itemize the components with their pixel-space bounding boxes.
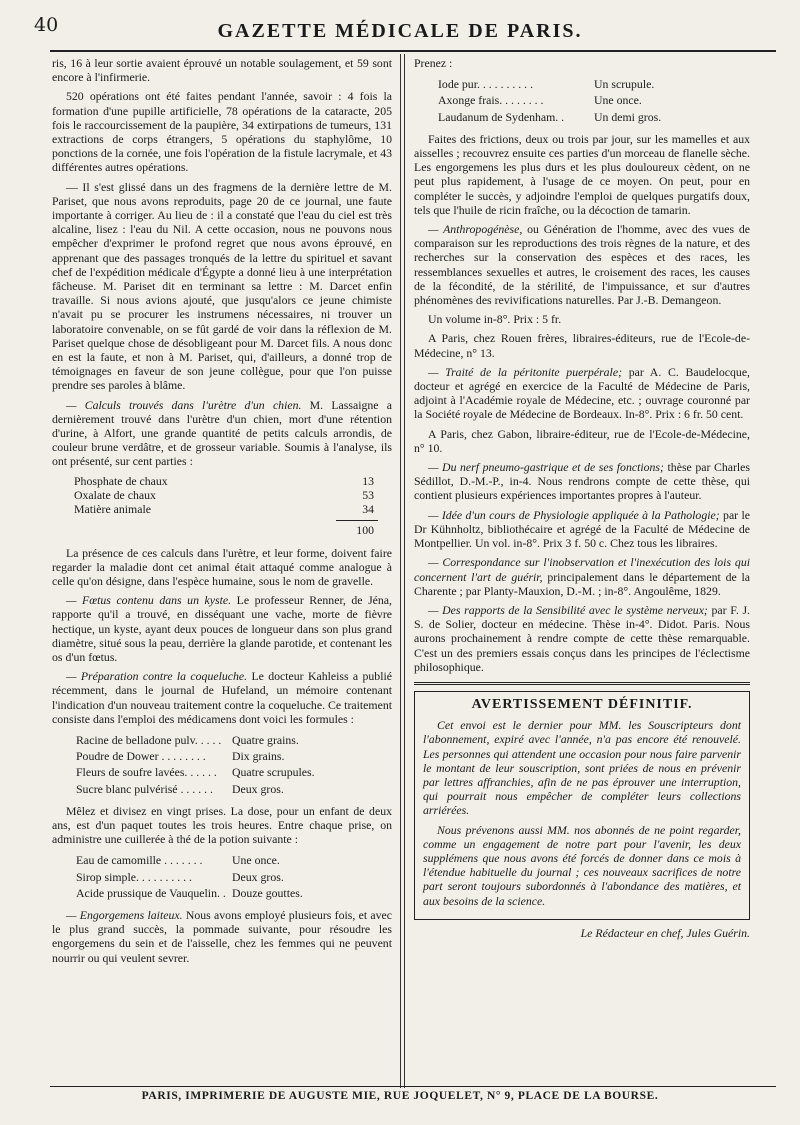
notice-paragraph: Nous prévenons aussi MM. nos abonnés de ne point regarder, comme un engagement de notre part pour l'avenir, les deux supplémens que nous avons été forcés de donner dans ce mois à l'étendue habituelle du journal ; ces nouveaux sacrifices de notre part seront toujours subordonnés à l'abondance des matières, et aux besoins de la science. bbox=[423, 822, 741, 908]
book-title: — Idée d'un cours de Physiologie appliquée à la Pathologie; bbox=[428, 507, 720, 522]
book-title: — Du nerf pneumo-gastrique et de ses fonctions; bbox=[428, 460, 664, 475]
analysis-table bbox=[52, 474, 392, 517]
book-notice bbox=[414, 555, 750, 598]
paragraph: — Il s'est glissé dans un des fragmens de la dernière lettre de M. Pariset, que nous avons reproduits, page 20 de ce journal, une faute importante à corriger. Au lieu de : il a constaté que l'eau du ciel est très alcaline, lisez : l'eau du Nil. A cette occasion, nous ne pouvons nous empêcher d'exprimer le profond regret que nous avons éprouvé, en apprenant que des passages tronqués de la lettre du spirituel et savant chef de l'expédition médicale d'Égypte a donné lieu à une interprétation fâcheuse. M. Pariset dit en terminant sa lettre : M. Darcet enfin travaille. Si nous avions ajouté, que jusqu'alors ce jeune chimiste n'avait pu se procurer les instrumens nécessaires, ni trouver un laboratoire convenable, on se fût gardé de voir dans la réflexion de M. Pariset quelque chose de désobligeant pour M. Darcet fils. A nous donc en est la faute, et non à M. Pariset, qui, d'ailleurs, a donné trop de témoignages en faveur de son jeune collègue, pour que l'on puisse prendre ses paroles à blâme. bbox=[52, 179, 392, 393]
ingredient: Fleurs de soufre lavées. . . . . . bbox=[76, 765, 217, 780]
paragraph: Un volume in-8°. Prix : 5 fr. bbox=[428, 312, 562, 327]
column-divider-2 bbox=[404, 54, 405, 1088]
table-row bbox=[416, 110, 665, 124]
article-body: M. Lassaigne a dernièrement trouvé dans l'urètre d'un chien, mort d'une rétention d'urine, à Alfort, une grande quantité de petits calculs arrondis, de couleur brune verdâtre, et de grosseur variable. Soumis à l'analyse, ils ont présenté, sur cent parties : bbox=[52, 397, 392, 469]
table-cell: Matière animale bbox=[74, 502, 151, 517]
paragraph-coqueluche bbox=[52, 669, 392, 726]
dose: Un demi gros. bbox=[594, 109, 662, 124]
paragraph: 520 opérations ont été faites pendant l'année, savoir : 4 fois la formation d'une pupille artificielle, 78 opérations de la cataracte, 205 fois le raccourcissement de la paupière, 34 extirpations de tumeurs, 131 extractions de corps étrangers, 5 opérations du staphylôme, 10 ponctions de la cornée, une fois l'opération de la fistule lacrymale, et 43 différentes autres opérations. bbox=[52, 89, 392, 175]
ingredient: Sucre blanc pulvérisé . . . . . . bbox=[76, 781, 213, 796]
table-row bbox=[416, 93, 665, 107]
book-notice bbox=[414, 508, 750, 551]
ingredient: Racine de belladone pulv. . . . . bbox=[76, 732, 222, 747]
table-row bbox=[54, 749, 319, 763]
table-row bbox=[54, 886, 307, 900]
book-desc: ou Génération de l'homme, avec des vues de comparaison sur les reproductions des trois règnes de la nature, et des recherches sur la conservation des espèces et des races, les ressemblances sexuelles et autres, le croisement des races, les causes de la fécondité, de la stérilité, de l'impuissance, et sur d'autres phénomènes des revivifications naturelles. Par J.-B. Demangeon. bbox=[414, 222, 750, 308]
article-title: — Engorgemens laiteux. bbox=[66, 907, 183, 922]
dose: Quatre grains. bbox=[232, 732, 299, 747]
paragraph: A Paris, chez Rouen frères, libraires-éditeurs, rue de l'Ecole-de-Médecine, n° 13. bbox=[414, 331, 750, 360]
dose: Deux gros. bbox=[232, 781, 284, 796]
ingredient: Laudanum de Sydenham. . bbox=[438, 109, 565, 124]
dose: Une once. bbox=[594, 93, 642, 108]
paragraph-engorgemens bbox=[52, 908, 392, 965]
article-title: — Calculs trouvés dans l'urètre d'un chien. bbox=[66, 397, 302, 412]
paragraph: ris, 16 à leur sortie avaient éprouvé un notable soulagement, et 59 sont encore à l'infirmerie. bbox=[52, 56, 392, 85]
left-column bbox=[52, 56, 392, 1076]
book-desc: thèse par Charles Sédillot, D.-M.-P., in-4. Nous rendrons compte de cette thèse, qui contient plusieurs expériences importantes propres à l'auteur. bbox=[414, 460, 750, 503]
masthead: GAZETTE MÉDICALE DE PARIS. bbox=[217, 20, 583, 42]
book-title: — Anthropogénèse, bbox=[428, 222, 523, 237]
header-rule bbox=[50, 50, 776, 52]
paragraph-foetus bbox=[52, 593, 392, 664]
dose: Douze gouttes. bbox=[232, 885, 303, 900]
ingredient: Poudre de Dower . . . . . . . . bbox=[76, 749, 206, 764]
table-row bbox=[54, 765, 319, 779]
paragraph-calculs bbox=[52, 398, 392, 469]
table-row bbox=[52, 474, 392, 488]
paragraph: La présence de ces calculs dans l'urètre, et leur forme, doivent faire regarder la maladie dont cet animal était attaqué comme analogue à celle qu'on désigne, dans l'espèce humaine, sous le nom de gravelle. bbox=[52, 545, 392, 588]
article-body: Le docteur Kahleiss a publié récemment, dans le journal de Hufeland, un mémoire contenant l'indication d'un nouveau traitement contre la coqueluche. Ce traitement consiste dans l'emploi des médicamens dont voici les formules : bbox=[52, 669, 392, 726]
ingredient: Iode pur. . . . . . . . . . bbox=[438, 77, 534, 92]
book-notice bbox=[414, 365, 750, 422]
table-cell: 13 bbox=[362, 473, 374, 488]
book-desc: principalement dans le département de la Charente ; par Planty-Mauxion, D.-M. ; in-8°. Angoulême, 1829. bbox=[414, 569, 750, 598]
footer-rule bbox=[50, 1086, 776, 1087]
right-column bbox=[414, 56, 750, 1076]
book-title: — Des rapports de la Sensibilité avec le système nerveux; bbox=[428, 602, 708, 617]
table-cell: Phosphate de chaux bbox=[74, 473, 168, 488]
potion-table bbox=[52, 851, 309, 902]
table-row bbox=[54, 853, 307, 867]
article-title: — Préparation contre la coqueluche. bbox=[66, 669, 248, 684]
dose: Une once. bbox=[232, 853, 280, 868]
book-desc: par le Dr Kühnholtz, bibliothécaire et agrégé de la Faculté de Médecine de Montpellier. Un vol. in-8°. Prix 3 f. 50 c. Chez tous les libraires. bbox=[414, 507, 750, 551]
ingredient: Acide prussique de Vauquelin. . bbox=[76, 885, 226, 900]
dose: Dix grains. bbox=[232, 749, 285, 764]
book-notice bbox=[414, 460, 750, 503]
book-title: — Correspondance sur l'inobservation et l'inexécution des lois qui concernent l'art de guérir, bbox=[414, 555, 750, 584]
table-row bbox=[416, 77, 665, 91]
dose: Un scrupule. bbox=[594, 77, 655, 92]
column-divider bbox=[400, 54, 401, 1088]
prenez-label: Prenez : bbox=[414, 56, 453, 70]
table-row bbox=[54, 870, 307, 884]
ingredient: Sirop simple. . . . . . . . . . bbox=[76, 869, 193, 884]
table-row bbox=[54, 733, 319, 747]
section-rule bbox=[414, 682, 750, 683]
article-title: — Fœtus contenu dans un kyste. bbox=[66, 593, 232, 608]
ointment-table bbox=[414, 75, 667, 126]
book-desc: par F. J. S. de Solier, docteur en médecine. Thèse in-4°. Didot. Paris. Nous aurons prochainement à rendre compte de cette thèse remarquable. C'est un des premiers essais conçus dans les principes de l'éclectisme philosophique. bbox=[414, 602, 750, 674]
section-rule bbox=[414, 684, 750, 685]
notice-title: AVERTISSEMENT DÉFINITIF. bbox=[471, 696, 693, 712]
table-row bbox=[52, 502, 392, 516]
book-title: — Traité de la péritonite puerpérale; bbox=[428, 364, 623, 379]
signature: Le Rédacteur en chef, Jules Guérin. bbox=[580, 925, 750, 940]
book-notice bbox=[414, 222, 750, 307]
notice-box bbox=[414, 691, 750, 920]
table-row bbox=[52, 488, 392, 502]
formula-table bbox=[52, 731, 321, 798]
paragraph: Faites des frictions, deux ou trois par jour, sur les mamelles et aux aisselles ; recouvrez ensuite ces parties d'un morceau de flanelle sèche. Les engorgemens les plus durs et les plus douloureux cèdent, on ne peut plus rapidement, à l'usage de ce moyen. On peut, pour en compléter le succès, y adjoindre l'emploi de quelques purgatifs doux, tels que l'huile de ricin fraîche, ou la décoction de tamarin. bbox=[414, 131, 750, 217]
table-cell: Oxalate de chaux bbox=[74, 487, 156, 502]
ingredient: Axonge frais. . . . . . . . bbox=[438, 93, 544, 108]
dose: Deux gros. bbox=[232, 869, 284, 884]
notice-paragraph: Cet envoi est le dernier pour MM. les Souscripteurs dont l'abonnement, expiré avec l'année, n'a pas encore été renouvelé. Les personnes qui attendent une occasion pour nous faire parvenir le montant de leur souscription, sont priées de nous en prévenir par lettres affranchies, afin de ne pas éprouver une interruption, qui pourrait nous empêcher de compléter leurs collections arriérées. bbox=[423, 718, 741, 818]
page-number: 40 bbox=[34, 14, 59, 36]
total-rule bbox=[336, 520, 378, 521]
table-cell: 34 bbox=[362, 502, 374, 517]
article-body: Nous avons employé plusieurs fois, et avec le plus grand succès, la pommade suivante, pour résoudre les engorgemens du sein et de l'aisselle, chez les femmes qui ne peuvent nourrir ou qui veulent sevrer. bbox=[52, 907, 392, 965]
imprint-footer: PARIS, IMPRIMERIE DE AUGUSTE MIE, RUE JOQUELET, N° 9, PLACE DE LA BOURSE. bbox=[141, 1090, 659, 1102]
ingredient: Eau de camomille . . . . . . . bbox=[76, 853, 203, 868]
article-body: Le professeur Renner, de Jéna, rapporte qu'il a trouvé, en disséquant une vache, morte de fièvre hectique, un kyste, ayant deux pouces de longueur dans son plus grand diamètre, situé sous la peau, derrière la glande parotide, et contenant les os d'un fœtus. bbox=[52, 593, 392, 664]
paragraph: Mêlez et divisez en vingt prises. La dose, pour un enfant de deux ans, est d'un paquet toutes les trois heures. Entre chaque prise, on administre une cuillerée à thé de la potion suivante : bbox=[52, 803, 392, 847]
dose: Quatre scrupules. bbox=[232, 765, 315, 780]
book-notice bbox=[414, 603, 750, 674]
table-total: 100 bbox=[356, 523, 374, 538]
paragraph: A Paris, chez Gabon, libraire-éditeur, rue de l'Ecole-de-Médecine, n° 10. bbox=[414, 426, 750, 455]
book-desc: par A. C. Baudelocque, docteur et agrégé en exercice de la Faculté de Médecine de Paris, adjoint à l'Académie royale de Médecine, etc. ; ouvrage couronné par la Société royale de Médecine de Bordeaux. In-8°. Prix : 6 fr. 50 cent. bbox=[414, 364, 750, 422]
table-row bbox=[54, 782, 319, 796]
table-cell: 53 bbox=[362, 487, 374, 502]
